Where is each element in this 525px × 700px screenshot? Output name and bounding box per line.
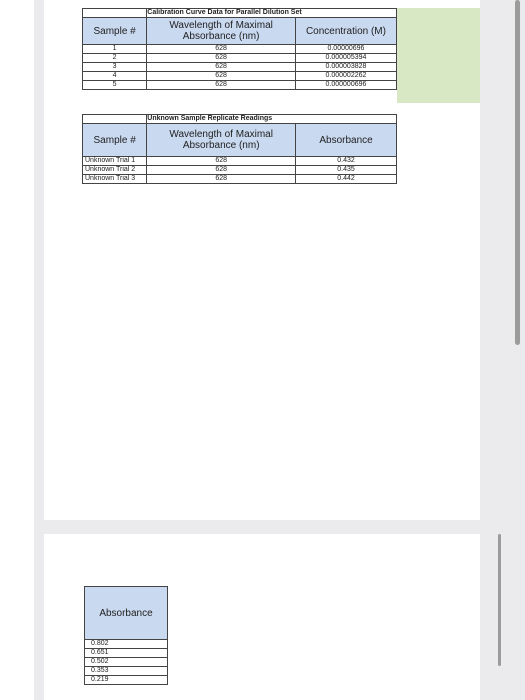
calibration-header-concentration: Concentration (M) — [295, 18, 396, 45]
table-row — [85, 649, 168, 658]
sample-cell: 2 — [83, 54, 147, 63]
table-row — [83, 157, 397, 166]
wavelength-cell: 628 — [147, 175, 296, 184]
page-gap — [44, 520, 480, 534]
unknown-header-absorbance: Absorbance — [296, 124, 397, 157]
unknown-sample-table — [82, 114, 397, 184]
table-row — [83, 166, 397, 175]
absorbance-cell: 0.219 — [85, 676, 168, 685]
sample-cell: 3 — [83, 63, 147, 72]
absorbance-table — [84, 586, 168, 685]
wavelength-cell: 628 — [147, 45, 296, 54]
wavelength-cell: 628 — [147, 81, 296, 90]
sample-cell: Unknown Trial 3 — [83, 175, 147, 184]
table-row — [85, 667, 168, 676]
sample-cell: Unknown Trial 2 — [83, 166, 147, 175]
absorbance-cell: 0.802 — [85, 640, 168, 649]
absorbance-cell: 0.435 — [296, 166, 397, 175]
unknown-header-sample: Sample # — [83, 124, 147, 157]
calibration-header-sample: Sample # — [83, 18, 147, 45]
wavelength-cell: 628 — [147, 166, 296, 175]
concentration-cell: 0.000003828 — [295, 63, 396, 72]
wavelength-cell: 628 — [147, 157, 296, 166]
wavelength-cell: 628 — [147, 63, 296, 72]
sample-cell: 5 — [83, 81, 147, 90]
sample-cell: Unknown Trial 1 — [83, 157, 147, 166]
unknown-table-title: Unknown Sample Replicate Readings — [147, 115, 397, 124]
absorbance-cell: 0.442 — [296, 175, 397, 184]
concentration-cell: 0.000000696 — [295, 81, 396, 90]
sample-cell: 1 — [83, 45, 147, 54]
absorbance-cell: 0.502 — [85, 658, 168, 667]
absorbance-header: Absorbance — [85, 587, 168, 640]
highlighted-cell-block — [397, 8, 480, 103]
wavelength-cell: 628 — [147, 54, 296, 63]
table-row — [83, 81, 397, 90]
table-row — [83, 175, 397, 184]
vertical-scrollbar[interactable] — [515, 0, 520, 345]
absorbance-cell: 0.651 — [85, 649, 168, 658]
concentration-cell: 0.000002262 — [295, 72, 396, 81]
page-background-left — [34, 0, 44, 700]
calibration-table-title: Calibration Curve Data for Parallel Dilution Set — [147, 9, 397, 18]
unknown-header-wavelength: Wavelength of Maximal Absorbance (nm) — [147, 124, 296, 157]
absorbance-cell: 0.432 — [296, 157, 397, 166]
table-row — [83, 54, 397, 63]
sample-cell: 4 — [83, 72, 147, 81]
table-row — [85, 640, 168, 649]
wavelength-cell: 628 — [147, 72, 296, 81]
table-row — [83, 72, 397, 81]
calibration-header-wavelength: Wavelength of Maximal Absorbance (nm) — [147, 18, 296, 45]
table-row — [83, 45, 397, 54]
table-row — [85, 658, 168, 667]
table-row — [85, 676, 168, 685]
table-row — [83, 63, 397, 72]
absorbance-cell: 0.353 — [85, 667, 168, 676]
concentration-cell: 0.000005394 — [295, 54, 396, 63]
calibration-table — [82, 8, 397, 90]
concentration-cell: 0.00000696 — [295, 45, 396, 54]
vertical-scrollbar-secondary[interactable] — [498, 534, 501, 666]
